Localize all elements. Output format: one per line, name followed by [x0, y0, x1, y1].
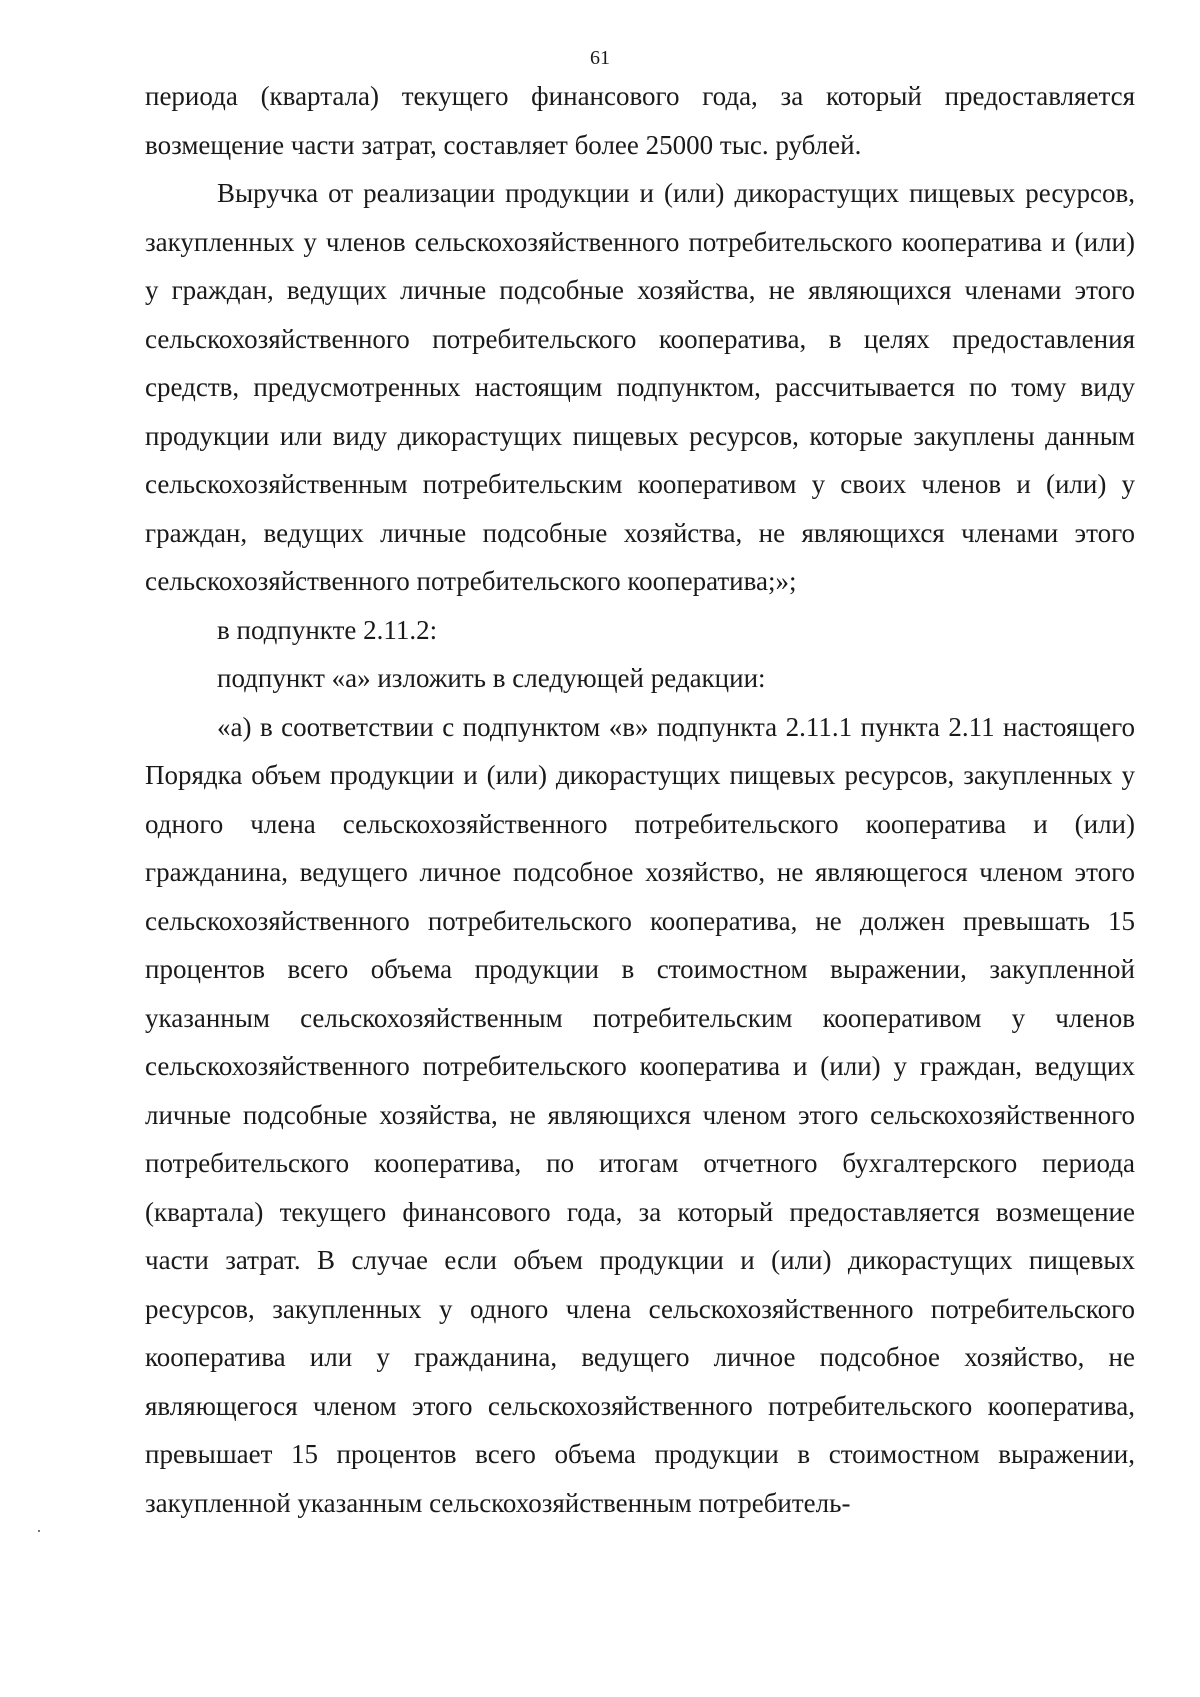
paragraph-continuation: периода (квартала) текущего финансового года, за который предоставляется возмещение части затрат, составляет более 25000 тыс. рублей.	[145, 81, 1135, 160]
paragraph-new-text-a: «а) в соответствии с подпунктом «в» подпункта 2.11.1 пункта 2.11 настоящего Порядка объем продукции и (или) дикорастущих пищевых ресурсов, закупленных у одного члена сельскохозяйственного потребительского кооператива и (или) гражданина, ведущего личное подсобное хозяйство, не являющегося членом этого сельскохозяйственного потребительского кооператива, не должен превышать 15 процентов всего объема продукции в стоимостном выражении, закупленной указанным сельскохозяйственным потребительским кооперативом у членов сельскохозяйственного потребительского кооператива и (или) у граждан, ведущих личные подсобные хозяйства, не являющихся членом этого сельскохозяйственного потребительского кооператива, по итогам отчетного бухгалтерского периода (квартала) текущего финансового года, за который предоставляется возмещение части затрат. В случае если объем продукции и (или) дикорастущих пищевых ресурсов, закупленных у одного члена сельскохозяйственного потребительского кооператива или у гражданина, ведущего личное подсобное хозяйство, не являющегося членом этого сельскохозяйственного потребительского кооператива, превышает 15 процентов всего объема продукции в стоимостном выражении, закупленной указанным сельскохозяйственным потребитель-	[145, 711, 1135, 1518]
paragraph-subclause-reference: в подпункте 2.11.2:	[217, 614, 438, 645]
paragraph-revenue: Выручка от реализации продукции и (или) дикорастущих пищевых ресурсов, закупленных у членов сельскохозяйственного потребительского кооператива и (или) у граждан, ведущих личные подсобные хозяйства, не являющихся членами этого сельскохозяйственного потребительского кооператива, в целях предоставления средств, предусмотренных настоящим подпунктом, рассчитывается по тому виду продукции или виду дикорастущих пищевых ресурсов, которые закуплены данным сельскохозяйственным потребительским кооперативом у своих членов и (или) у граждан, ведущих личные подсобные хозяйства, не являющихся членами этого сельскохозяйственного потребительского кооператива;»;	[145, 178, 1135, 596]
scan-artifact-dot	[38, 1530, 40, 1532]
document-body	[145, 72, 1135, 1527]
paragraph-instruction: подпункт «а» изложить в следующей редакции:	[217, 663, 766, 693]
page-number: 61	[590, 47, 610, 69]
